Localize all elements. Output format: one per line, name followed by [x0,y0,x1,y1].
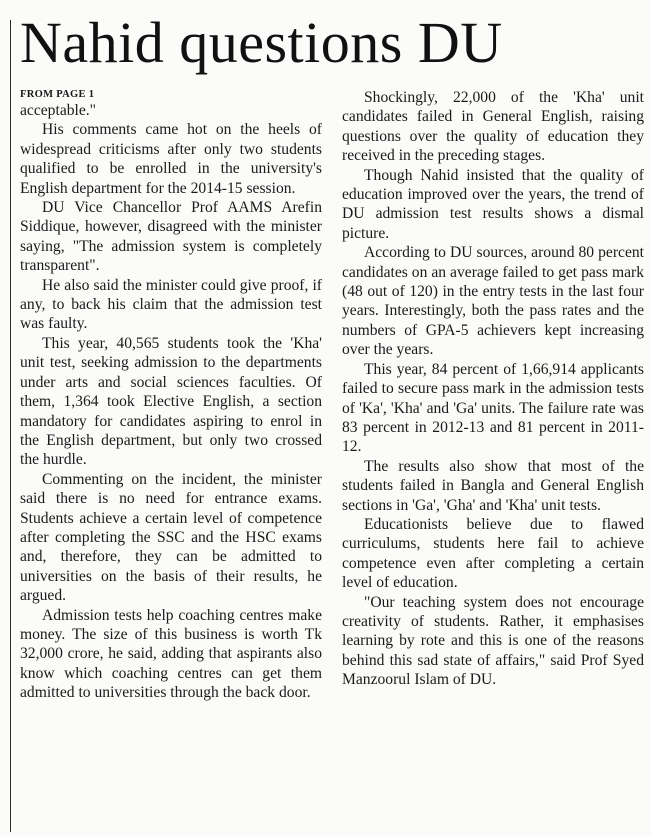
article-column-left [20,88,322,703]
paragraph: His comments came hot on the heels of widespread criticisms after only two students qualified to be enrolled in the university's English department for the 2014-15 session. [20,121,322,197]
paragraph: This year, 84 percent of 1,66,914 applicants failed to secure pass mark in the admission tests of 'Ka', 'Kha' and 'Ga' units. The failure rate was 83 percent in 2012-13 and 81 percent in 2011-12. [342,360,644,456]
paragraph: Educationists believe due to flawed curriculums, students here fail to achieve competence even after completing a certain level of education. [342,515,644,592]
paragraph: Commenting on the incident, the minister said there is no need for entrance exams. Students achieve a certain level of competence after completing the SSC and the HSC exams and, therefore, they can be admitted to universities on the basis of their results, he argued. [20,470,322,605]
column-rule [10,20,11,832]
paragraph: This year, 40,565 students took the 'Kha' unit test, seeking admission to the departments under arts and social sciences faculties. Of them, 1,364 took Elective English, a section mandatory for candidates aspiring to enrol in the English department, but only two crossed the hurdle. [20,334,322,469]
paragraph: "Our teaching system does not encourage creativity of students. Rather, it emphasises learning by rote and this is one of the reasons behind this sad state of affairs," said Prof Syed Manzoorul Islam of DU. [342,593,644,689]
article-column-right [342,88,644,690]
paragraph: acceptable." [20,102,97,119]
paragraph: Admission tests help coaching centres make money. The size of this business is worth Tk 32,000 crore, he said, adding that aspirants also know which coaching centres can get them admitted to universities through the back door. [20,606,322,702]
paragraph: According to DU sources, around 80 percent candidates on an average failed to get pass mark (48 out of 120) in the entry tests in the last four years. Interestingly, both the pass rates and the numbers of GPA-5 achievers kept increasing over the years. [342,244,644,359]
paragraph: Though Nahid insisted that the quality of education improved over the years, the trend of DU admission test results shows a dismal picture. [342,166,644,242]
paragraph: He also said the minister could give proof, if any, to back his claim that the admission test was faulty. [20,276,322,333]
paragraph: DU Vice Chancellor Prof AAMS Arefin Siddique, however, disagreed with the minister saying, "The admission system is completely transparent". [20,199,322,275]
continuation-label: FROM PAGE 1 [20,89,95,100]
paragraph: Shockingly, 22,000 of the 'Kha' unit candidates failed in General English, raising questions over the quality of education they received in the preceding stages. [342,89,644,165]
paragraph: The results also show that most of the students failed in Bangla and General English sections in 'Ga', 'Gha' and 'Kha' unit tests. [342,457,644,514]
headline: Nahid questions DU [20,10,503,75]
